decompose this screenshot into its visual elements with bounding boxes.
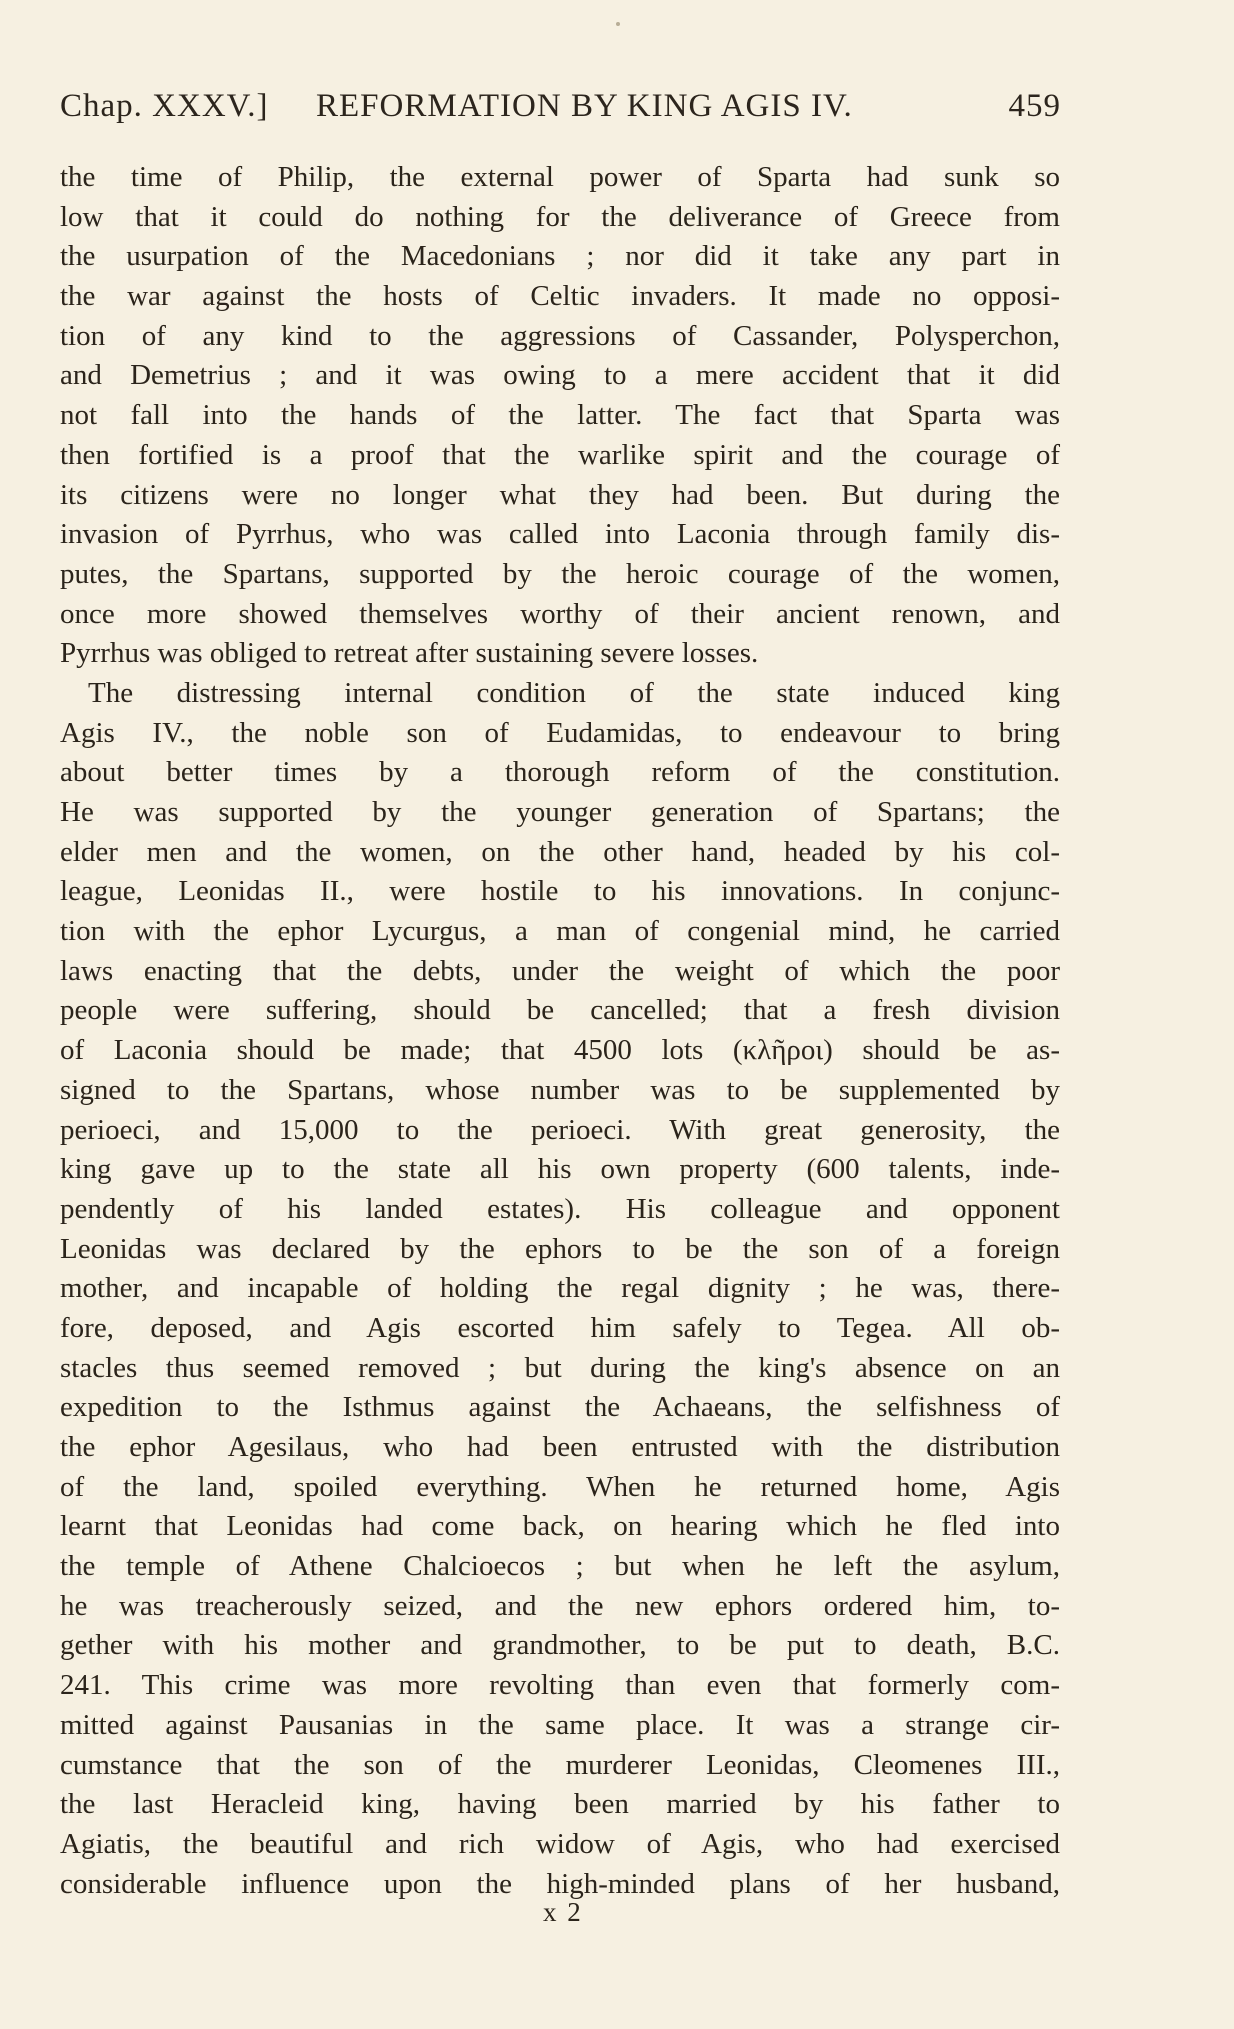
text-line: league, Leonidas II., were hostile to his innovations. In conjunc- bbox=[60, 875, 1060, 908]
text-line: stacles thus seemed removed ; but during the king's absence on an bbox=[60, 1351, 1060, 1384]
page-speck bbox=[616, 22, 620, 26]
signature-mark: x 2 bbox=[543, 1897, 583, 1927]
text-line: He was supported by the younger generation of Spartans; the bbox=[60, 796, 1060, 828]
text-line: elder men and the women, on the other hand, headed by his col- bbox=[60, 835, 1060, 868]
running-title: REFORMATION BY KING AGIS IV. bbox=[316, 88, 853, 124]
running-head bbox=[60, 88, 1060, 128]
text-line: Leonidas was declared by the ephors to be the son of a foreign bbox=[60, 1232, 1060, 1265]
body-text bbox=[60, 158, 1060, 1904]
text-line: the time of Philip, the external power of Sparta had sunk so bbox=[60, 161, 1060, 193]
text-line: fore, deposed, and Agis escorted him safely to Tegea. All ob- bbox=[60, 1311, 1060, 1344]
text-line: the temple of Athene Chalcioecos ; but when he left the asylum, bbox=[60, 1550, 1060, 1583]
text-line: the last Heracleid king, having been married by his father to bbox=[60, 1788, 1060, 1821]
text-line: of the land, spoiled everything. When he returned home, Agis bbox=[60, 1470, 1060, 1503]
text-line: its citizens were no longer what they had been. But during the bbox=[60, 478, 1060, 511]
text-line: people were suffering, should be cancelled; that a fresh division bbox=[60, 994, 1060, 1027]
text-line: cumstance that the son of the murderer Leonidas, Cleomenes III., bbox=[60, 1748, 1060, 1781]
text-line: considerable influence upon the high-minded plans of her husband, bbox=[60, 1867, 1060, 1900]
text-line: the ephor Agesilaus, who had been entrusted with the distribution bbox=[60, 1431, 1060, 1463]
text-line: 241. This crime was more revolting than even that formerly com- bbox=[60, 1669, 1060, 1702]
page-number: 459 bbox=[1008, 88, 1061, 124]
text-line: laws enacting that the debts, under the weight of which the poor bbox=[60, 954, 1060, 987]
text-line: The distressing internal condition of the state induced king bbox=[88, 676, 1060, 709]
text-line: tion of any kind to the aggressions of Cassander, Polysperchon, bbox=[60, 319, 1060, 352]
text-line: then fortified is a proof that the warlike spirit and the courage of bbox=[60, 438, 1060, 471]
text-line: Agiatis, the beautiful and rich widow of Agis, who had exercised bbox=[60, 1827, 1060, 1860]
text-line: mother, and incapable of holding the regal dignity ; he was, there- bbox=[60, 1272, 1060, 1305]
text-line: king gave up to the state all his own property (600 talents, inde- bbox=[60, 1153, 1060, 1186]
text-line: Agis IV., the noble son of Eudamidas, to endeavour to bring bbox=[60, 716, 1060, 749]
text-line: the usurpation of the Macedonians ; nor did it take any part in bbox=[60, 240, 1060, 273]
text-line: signed to the Spartans, whose number was to be supplemented by bbox=[60, 1073, 1060, 1106]
text-line: perioeci, and 15,000 to the perioeci. With great generosity, the bbox=[60, 1113, 1060, 1146]
text-line: low that it could do nothing for the deliverance of Greece from bbox=[60, 200, 1060, 233]
text-line: expedition to the Isthmus against the Achaeans, the selfishness of bbox=[60, 1391, 1060, 1424]
text-line: the war against the hosts of Celtic invaders. It made no opposi- bbox=[60, 280, 1060, 313]
text-line: putes, the Spartans, supported by the heroic courage of the women, bbox=[60, 557, 1060, 590]
text-line: of Laconia should be made; that 4500 lots (κλῆροι) should be as- bbox=[60, 1034, 1060, 1067]
text-line: pendently of his landed estates). His colleague and opponent bbox=[60, 1192, 1060, 1225]
text-line: and Demetrius ; and it was owing to a mere accident that it did bbox=[60, 359, 1060, 392]
text-line: about better times by a thorough reform of the constitution. bbox=[60, 756, 1060, 789]
chapter-label: Chap. XXXV.] bbox=[60, 88, 269, 124]
text-line: he was treacherously seized, and the new ephors ordered him, to- bbox=[60, 1589, 1060, 1622]
text-line: learnt that Leonidas had come back, on hearing which he fled into bbox=[60, 1510, 1060, 1543]
text-line: not fall into the hands of the latter. The fact that Sparta was bbox=[60, 399, 1060, 432]
text-line: gether with his mother and grandmother, to be put to death, B.C. bbox=[60, 1629, 1060, 1662]
text-line: mitted against Pausanias in the same place. It was a strange cir- bbox=[60, 1708, 1060, 1741]
text-line: Pyrrhus was obliged to retreat after sustaining severe losses. bbox=[60, 637, 759, 670]
text-line: tion with the ephor Lycurgus, a man of congenial mind, he carried bbox=[60, 915, 1060, 948]
text-line: invasion of Pyrrhus, who was called into Laconia through family dis- bbox=[60, 518, 1060, 551]
text-line: once more showed themselves worthy of their ancient renown, and bbox=[60, 597, 1060, 630]
